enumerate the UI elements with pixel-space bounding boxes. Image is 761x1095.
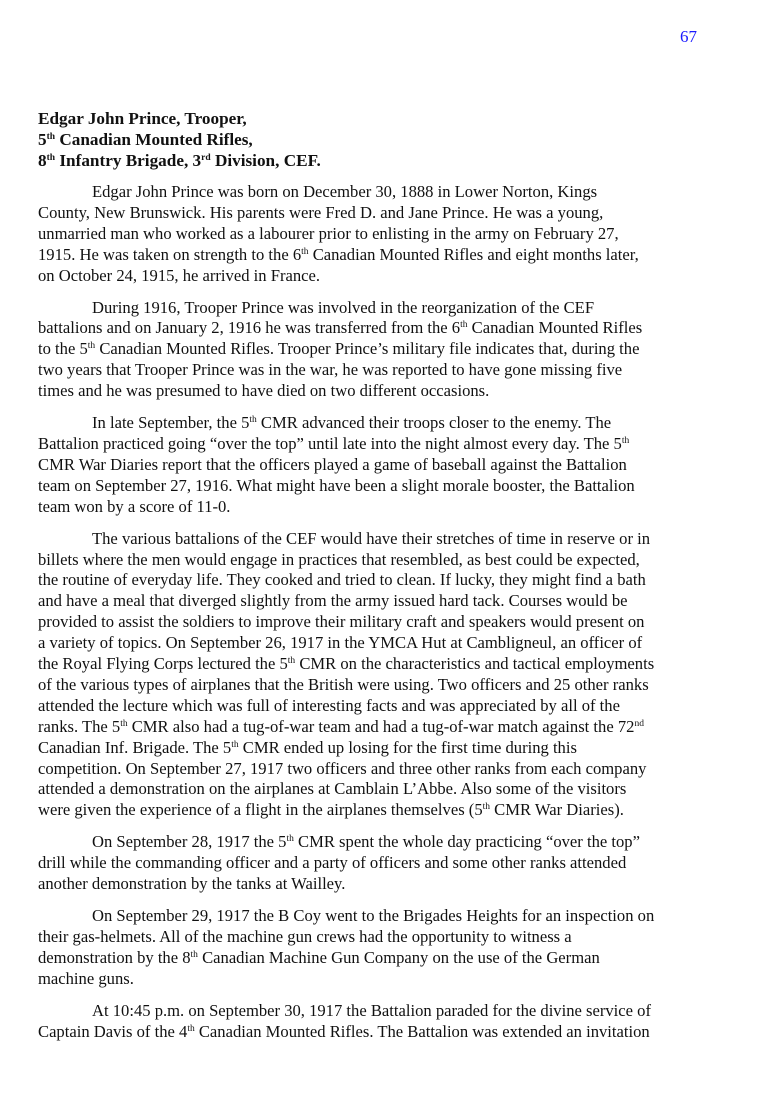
text-run: on October 24, 1915, he arrived in France. (38, 265, 321, 285)
text-line (38, 318, 728, 339)
text-run: CMR War Diaries). (490, 800, 624, 820)
text-run: times and he was presumed to have died on two different occasions. (38, 381, 490, 401)
text-line (38, 717, 728, 738)
text-line (38, 874, 728, 895)
text-run: attended a demonstration on the airplanes at Camblain L’Abbe. Also some of the visitors (38, 779, 627, 799)
ordinal-superscript: th (46, 132, 56, 142)
text-run: Edgar John Prince was born on December 30, 1888 in Lower Norton, Kings (92, 182, 598, 201)
text-run: Canadian Mounted Rifles and eight months later, (308, 244, 639, 264)
text-run: Captain Davis of the 4 (38, 1021, 188, 1041)
text-run: In late September, the 5 (92, 413, 250, 433)
text-line (38, 224, 728, 245)
paragraph (38, 906, 728, 990)
text-run: competition. On September 27, 1917 two officers and three other ranks from each company (38, 758, 647, 778)
text-run: On September 29, 1917 the B Coy went to the Brigades Heights for an inspection on (92, 906, 655, 925)
text-line (38, 413, 728, 434)
text-line (38, 927, 728, 948)
ordinal-superscript: th (190, 949, 198, 960)
text-run: Canadian Mounted Rifles, (55, 130, 253, 149)
text-line (38, 612, 728, 633)
ordinal-superscript: th (231, 739, 239, 750)
ordinal-superscript: th (120, 718, 128, 729)
paragraph (38, 298, 728, 403)
text-run: machine guns. (38, 968, 134, 988)
text-run: a variety of topics. On September 26, 1917 in the YMCA Hut at Cambligneul, an officer of (38, 633, 643, 653)
text-line (38, 675, 728, 696)
text-run: Canadian Machine Gun Company on the use of the German (197, 947, 600, 967)
paragraph (38, 182, 728, 287)
text-line (38, 266, 728, 287)
text-run: attended the lecture which was full of interesting facts and was appreciated by all of the (38, 695, 620, 715)
page-number: 67 (680, 27, 697, 46)
text-run: 5 (38, 130, 47, 149)
text-run: provided to assist the soldiers to improve their military craft and speakers would present on (38, 612, 645, 632)
paragraph (38, 413, 728, 518)
text-run: demonstration by the 8 (38, 947, 191, 967)
text-line (38, 969, 728, 990)
heading-line (38, 150, 321, 171)
text-line (38, 381, 728, 402)
text-line (38, 853, 728, 874)
text-run: Canadian Mounted Rifles. The Battalion was extended an invitation (194, 1021, 650, 1041)
text-line (38, 245, 728, 266)
text-line (38, 738, 728, 759)
text-run: CMR advanced their troops closer to the enemy. The (256, 413, 612, 433)
text-line (38, 497, 728, 518)
text-line (38, 948, 728, 969)
text-run: County, New Brunswick. His parents were Fred D. and Jane Prince. He was a young, (38, 202, 604, 222)
text-line (38, 550, 728, 571)
text-run: During 1916, Trooper Prince was involved in the reorganization of the CEF (92, 297, 595, 317)
text-run: the routine of everyday life. They cooked and tried to clean. If lucky, they might find a bath (38, 570, 646, 590)
text-run: of the various types of airplanes that the British were using. Two officers and 25 other ranks (38, 674, 649, 694)
ordinal-superscript: th (46, 153, 56, 163)
text-line (38, 339, 728, 360)
heading-line (38, 108, 321, 129)
text-line (38, 203, 728, 224)
text-line (38, 476, 728, 497)
text-run: Battalion practiced going “over the top” until late into the night almost every day. The 5 (38, 433, 622, 453)
text-line (38, 779, 728, 800)
text-run: billets where the men would engage in practices that resembled, as best could be expected, (38, 549, 640, 569)
text-run: Canadian Mounted Rifles. Trooper Prince’s military file indicates that, during the (95, 339, 640, 359)
ordinal-superscript: th (460, 320, 468, 331)
text-run: Canadian Inf. Brigade. The 5 (38, 737, 232, 757)
paragraph (38, 529, 728, 822)
text-run: CMR spent the whole day practicing “over the top” (293, 832, 640, 852)
text-run: CMR War Diaries report that the officers played a game of baseball against the Battalion (38, 454, 627, 474)
ordinal-superscript: th (621, 435, 630, 446)
text-run: Canadian Mounted Rifles (467, 318, 643, 338)
text-run: CMR also had a tug-of-war team and had a tug-of-war match against the 72 (127, 716, 635, 736)
text-line (38, 696, 728, 717)
text-line (38, 633, 728, 654)
text-line (38, 800, 728, 821)
text-line (38, 570, 728, 591)
ordinal-superscript: th (187, 1023, 195, 1034)
text-run: The various battalions of the CEF would have their stretches of time in reserve or in (92, 528, 651, 548)
paragraph (38, 1001, 728, 1043)
ordinal-superscript: th (482, 802, 491, 813)
text-run: 8 (38, 151, 47, 170)
text-run: ranks. The 5 (38, 716, 121, 736)
text-run: Infantry Brigade, 3 (55, 151, 202, 170)
text-run: the Royal Flying Corps lectured the 5 (38, 654, 288, 674)
text-run: and have a meal that diverged slightly from the army issued hard tack. Courses would be (38, 591, 628, 611)
text-line (38, 360, 728, 381)
heading-line (38, 129, 321, 150)
text-line (38, 434, 728, 455)
text-run: unmarried man who worked as a labourer prior to enlisting in the army on February 27, (38, 223, 619, 243)
text-line (38, 1001, 728, 1022)
ordinal-superscript: th (287, 656, 296, 667)
text-run: At 10:45 p.m. on September 30, 1917 the Battalion paraded for the divine service of (92, 1000, 651, 1020)
ordinal-superscript: th (249, 415, 257, 426)
text-run: CMR ended up losing for the first time during this (238, 737, 577, 757)
text-run: were given the experience of a flight in the airplanes themselves (5 (38, 800, 483, 820)
text-line (38, 455, 728, 476)
document-heading (38, 108, 321, 171)
text-run: team won by a score of 11-0. (38, 496, 231, 516)
ordinal-superscript: th (301, 246, 309, 257)
text-run: team on September 27, 1916. What might have been a slight morale booster, the Battalion (38, 475, 635, 495)
text-run: their gas-helmets. All of the machine gun crews had the opportunity to witness a (38, 926, 572, 946)
ordinal-superscript: th (87, 341, 96, 352)
paragraph (38, 832, 728, 895)
ordinal-superscript: rd (201, 153, 211, 163)
text-run: Division, CEF. (210, 151, 321, 170)
document-body (38, 182, 728, 1053)
text-line (38, 759, 728, 780)
text-run: two years that Trooper Prince was in the war, he was reported to have gone missing five (38, 360, 623, 380)
text-line (38, 1022, 728, 1043)
text-run: another demonstration by the tanks at Wailley. (38, 874, 346, 894)
text-run: On September 28, 1917 the 5 (92, 832, 287, 852)
text-run: 1915. He was taken on strength to the 6 (38, 244, 302, 264)
text-line (38, 906, 728, 927)
ordinal-superscript: th (286, 834, 294, 845)
text-run: Edgar John Prince, Trooper, (38, 109, 247, 128)
text-run: drill while the commanding officer and a party of officers and some other ranks attended (38, 853, 627, 873)
text-line (38, 654, 728, 675)
text-run: battalions and on January 2, 1916 he was transferred from the 6 (38, 318, 461, 338)
text-line (38, 832, 728, 853)
text-run: to the 5 (38, 339, 88, 359)
text-line (38, 591, 728, 612)
text-line (38, 182, 728, 203)
ordinal-superscript: nd (634, 718, 644, 729)
text-line (38, 298, 728, 319)
text-run: CMR on the characteristics and tactical employments (295, 654, 655, 674)
text-line (38, 529, 728, 550)
